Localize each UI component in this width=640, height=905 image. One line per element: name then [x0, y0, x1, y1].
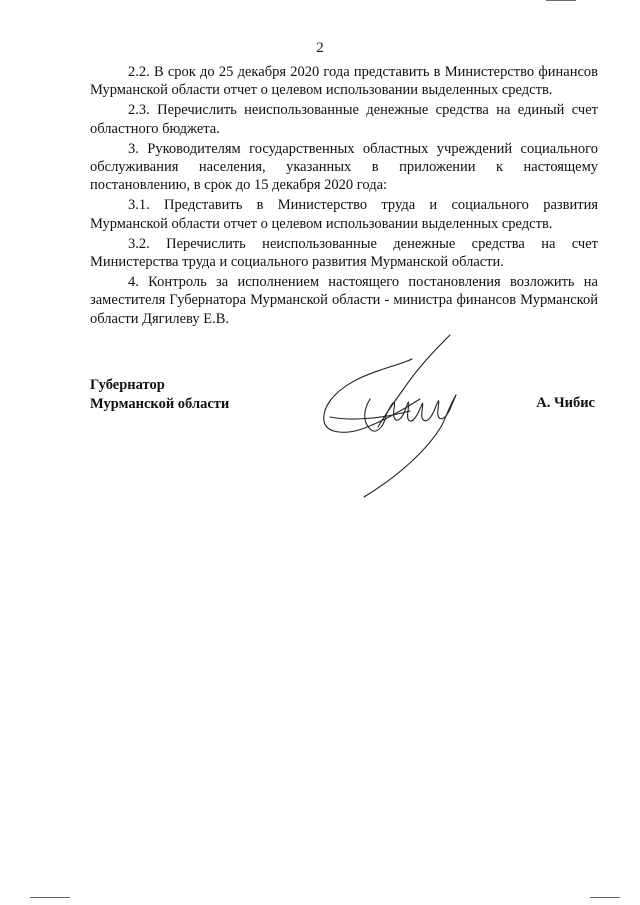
- paragraph-3: 3. Руководителям государственных областных учреждений социального обслуживания населения, указанных в приложении к настоящему постановлению, в срок до 15 декабря 2020 года:: [90, 140, 598, 194]
- signatory-name: А. Чибис: [536, 395, 595, 411]
- scan-mark: [546, 0, 576, 1]
- document-body: [90, 63, 598, 328]
- paragraph-3-1: 3.1. Представить в Министерство труда и социального развития Мурманской области отчет о целевом использовании выделенных средств.: [90, 197, 598, 232]
- page-number: 2: [316, 40, 324, 56]
- paragraph-3-2: 3.2. Перечислить неиспользованные денежные средства на счет Министерства труда и социального развития Мурманской области.: [90, 235, 598, 271]
- scan-mark: [30, 897, 70, 898]
- paragraph-4: 4. Контроль за исполнением настоящего постановления возложить на заместителя Губернатора Мурманской области - министра финансов Мурманской области Дягилеву Е.В.: [90, 274, 598, 327]
- signatory-title-line2: Мурманской области: [90, 396, 230, 412]
- paragraph-2-2: 2.2. В срок до 25 декабря 2020 года представить в Министерство финансов Мурманской области отчет о целевом использовании выделенных средств.: [90, 64, 598, 99]
- handwritten-signature: [300, 325, 480, 500]
- signatory-title-line1: Губернатор: [90, 377, 165, 393]
- signatory-title: [90, 376, 229, 414]
- paragraph-2-3: 2.3. Перечислить неиспользованные денежные средства на единый счет областного бюджета.: [90, 102, 598, 137]
- scan-mark: [590, 897, 620, 898]
